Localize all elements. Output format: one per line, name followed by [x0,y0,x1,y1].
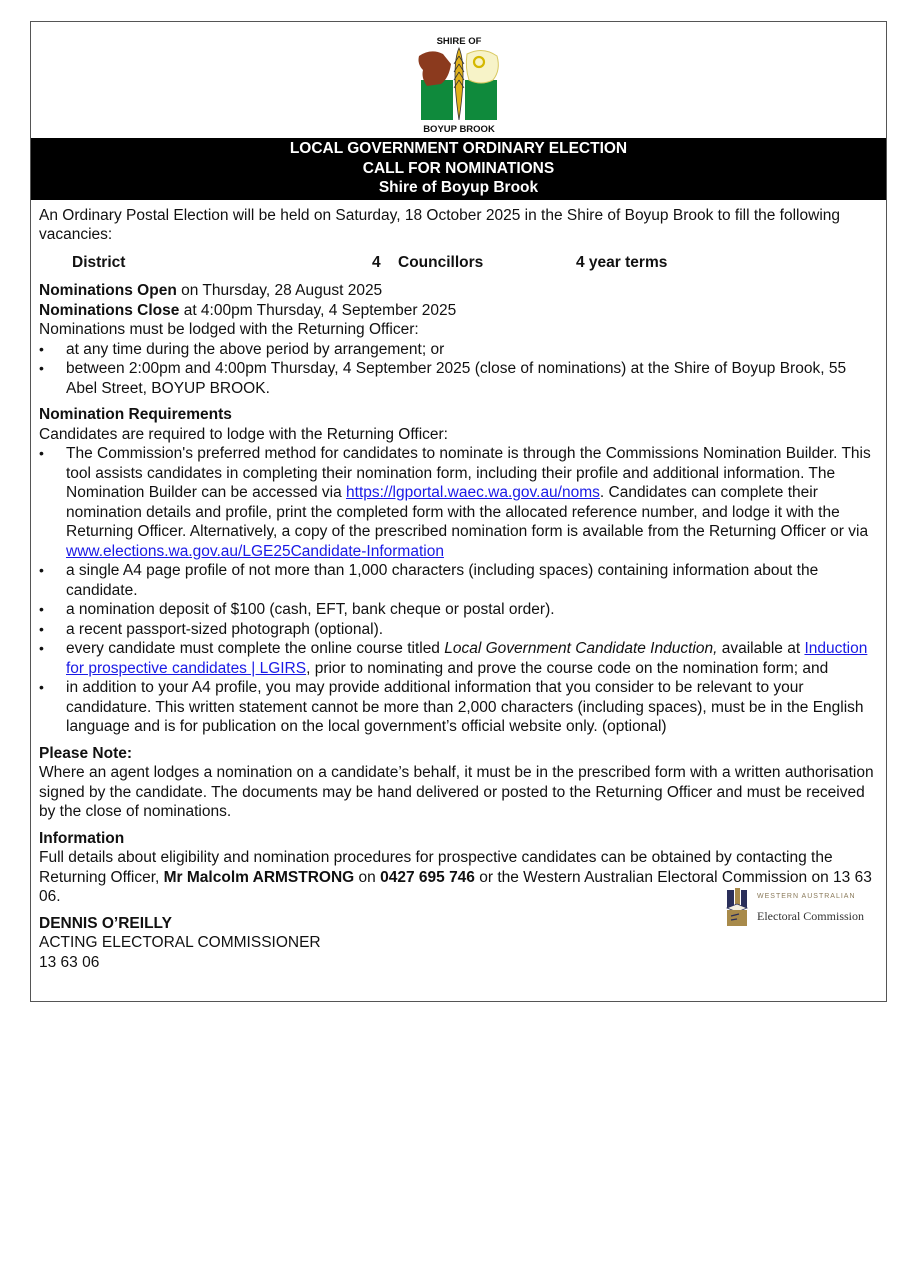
nominations-close-date: at 4:00pm Thursday, 4 September 2025 [179,301,457,319]
nominations-open-label: Nominations Open [39,282,177,299]
banner-shire: Shire of Boyup Brook [378,179,539,196]
list-item: • every candidate must complete the online course titled Local Government Candidate Induction, available at Induction for prospective candidates | LGIRS, prior to nominating and prove the course code on the nomination form; and [39,639,878,678]
waec-logo-top: WESTERN AUSTRALIAN [757,893,856,900]
vacancy-count: 4 [372,253,381,271]
candidate-information-link[interactable]: www.elections.wa.gov.au/LGE25Candidate-Information [66,542,444,560]
signatory-title: ACTING ELECTORAL COMMISSIONER [39,934,321,951]
banner-subtitle: CALL FOR NOMINATIONS [362,159,555,177]
list-item: • The Commission's preferred method for candidates to nominate is through the Commissions Nomination Builder. This tool assists candidates in completing their nomination form, including their profile and additional information. The Nomination Builder can be accessed via https://lgportal.waec.wa.gov.au/noms. Candidates can complete their nomination details and profile, print the completed form with the allocated reference number, and lodge it with the Returning Officer. Alternatively, a copy of the prescribed nomination form is available from the Returning Officer or via www.elections.wa.gov.au/LGE25Candidate-Information [39,444,878,561]
election-notice [30,21,887,1002]
signature-block [39,893,878,973]
requirements-intro: Candidates are required to lodge with the Returning Officer: [39,425,448,443]
information-text: Full details about eligibility and nomination procedures for prospective candidates can be obtained by contacting the Returning Officer, Mr Malcolm ARMSTRONG on 0427 695 746 or the Western Australian Electoral Commission on 13 63 06. [39,849,872,905]
nominations-open-date: on Thursday, 28 August 2025 [176,282,383,299]
shire-logo [31,22,886,138]
note-heading: Please Note: [39,744,133,762]
signatory-name: DENNIS O’REILLY [39,914,172,932]
returning-officer-name: Mr Malcolm ARMSTRONG [163,868,355,886]
list-item: • at any time during the above period by arrangement; or [39,340,878,360]
returning-officer-phone: 0427 695 746 [380,868,475,886]
course-title: Local Government Candidate Induction, [444,640,718,657]
nominations-close-label: Nominations Close [39,301,180,319]
vacancy-role: Councillors [398,253,484,271]
list-item: • in addition to your A4 profile, you may provide additional information that you consider to be relevant to your candidature. This written statement cannot be more than 2,000 characters (including spaces), must be in the English language and is for publication on the local government’s official website only. (optional) [39,678,878,737]
waec-logo-bottom: Electoral Commission [757,908,864,923]
banner-title: LOCAL GOVERNMENT ORDINARY ELECTION [289,140,628,157]
requirements-list [39,444,878,737]
note-text: Where an agent lodges a nomination on a candidate’s behalf, it must be in the prescribed form with a written authorisation signed by the candidate. The documents may be hand delivered or posted to the Returning Officer and must be received by the close of nominations. [39,764,874,820]
waec-logo [725,886,864,928]
induction-link[interactable]: Induction for prospective candidates | LGIRS [66,640,868,677]
notice-banner [31,138,886,200]
nomination-builder-link[interactable]: https://lgportal.waec.wa.gov.au/noms [346,484,600,501]
logo-bottom-text: BOYUP BROOK [422,124,495,134]
lodge-instructions: Nominations must be lodged with the Returning Officer: [39,321,419,338]
vacancy-term: 4 year terms [576,253,668,271]
vacancy-district: District [72,253,126,271]
information-heading: Information [39,829,125,847]
list-item: • a recent passport-sized photograph (optional). [39,620,878,640]
logo-top-text: SHIRE OF [436,36,481,47]
notice-body [31,200,886,973]
vacancy-row [39,253,878,273]
list-item: • a nomination deposit of $100 (cash, EFT, bank cheque or postal order). [39,600,878,620]
list-item: • a single A4 page profile of not more than 1,000 characters (including spaces) containing information about the candidate. [39,561,878,600]
signatory-phone: 13 63 06 [39,953,100,971]
list-item: • between 2:00pm and 4:00pm Thursday, 4 September 2025 (close of nominations) at the Shire of Boyup Brook, 55 Abel Street, BOYUP BROOK. [39,359,878,398]
nominations-close [39,301,878,321]
shire-of-boyup-brook-logo-icon [413,34,505,134]
nominations-open [39,281,878,301]
intro-text: An Ordinary Postal Election will be held on Saturday, 18 October 2025 in the Shire of Boyup Brook to fill the following vacancies: [39,206,840,243]
lodge-list [39,340,878,399]
requirements-heading: Nomination Requirements [39,406,232,423]
waec-emblem-icon [725,886,749,928]
